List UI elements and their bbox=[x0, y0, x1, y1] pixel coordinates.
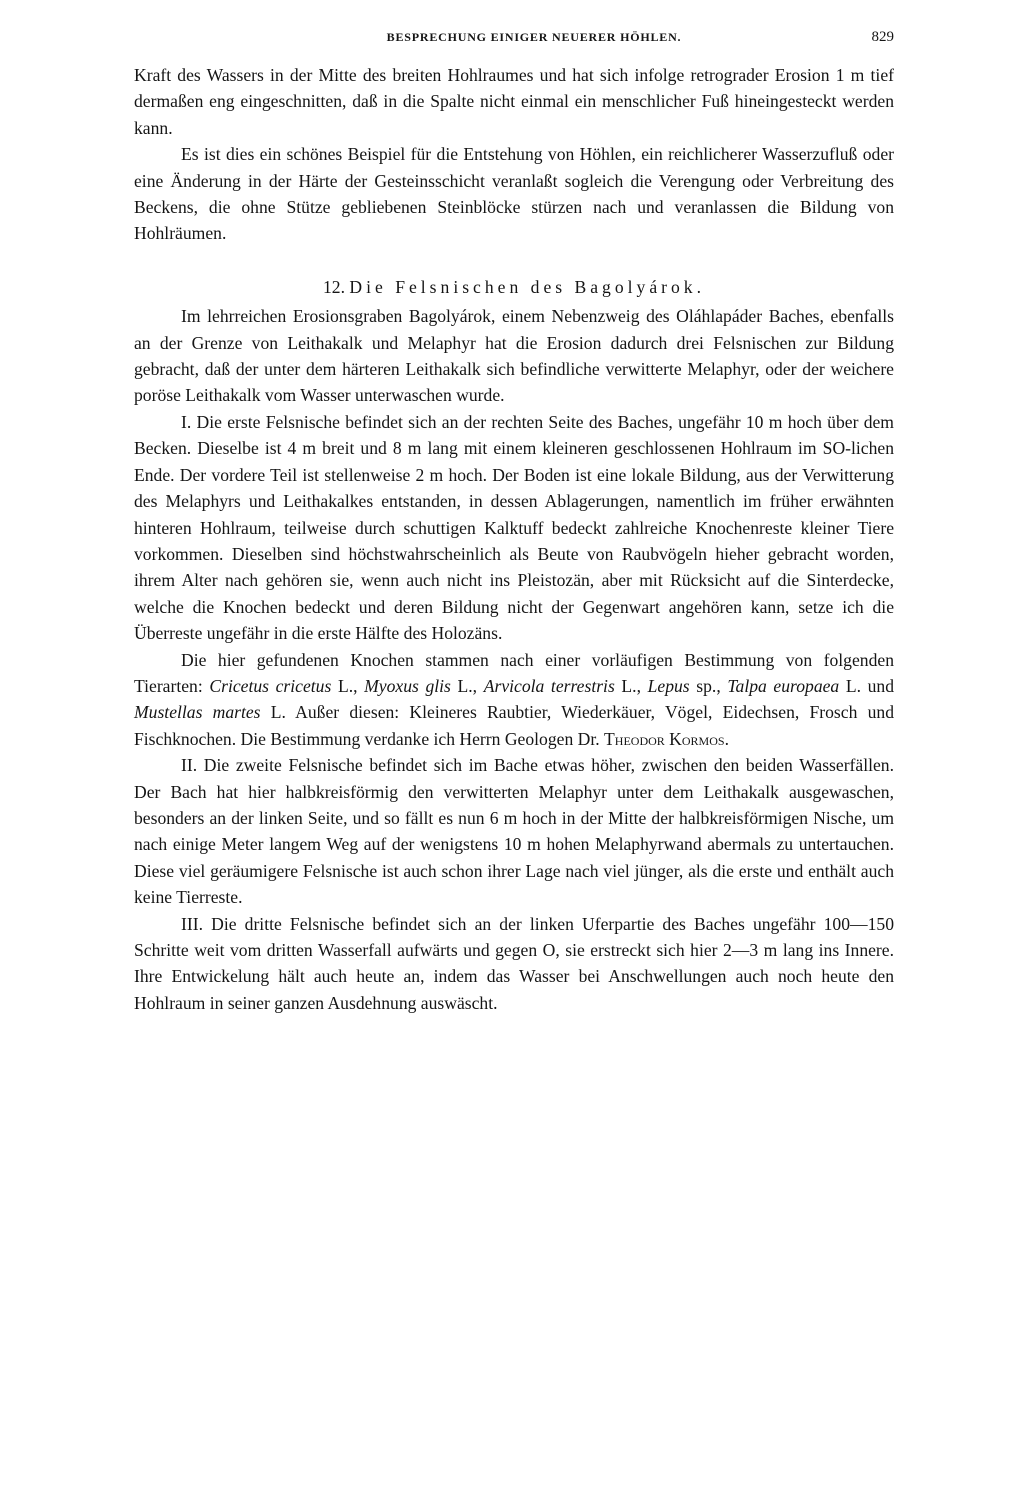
paragraph-species-list bbox=[134, 647, 894, 753]
section-heading bbox=[134, 274, 894, 300]
paragraph: III. Die dritte Felsnische befindet sich an der linken Uferpartie des Baches ungefähr 100—150 Schritte weit vom dritten Wasserfall aufwärts und gegen O, sie erstreckt sich hier 2—3 m lang ins Innere. Ihre Entwickelung hält auch heute an, indem das Wasser bei Anschwellungen auch noch heute den Hohlraum in seiner ganzen Ausdehnung auswäscht. bbox=[134, 913, 894, 1013]
paragraph: Im lehrreichen Erosionsgraben Bagolyárok, einem Nebenzweig des Oláhlapáder Baches, ebenfalls an der Grenze von Leithakalk und Melaphyr hat die Erosion dadurch drei Felsnischen zur Bildung gebracht, daß der unter dem härteren Leithakalk sich befindliche verwitterte Melaphyr, oder der weichere poröse Leithakalk vom Wasser unterwaschen wurde. bbox=[134, 306, 894, 406]
paragraph: Es ist dies ein schönes Beispiel für die Entstehung von Höhlen, ein reichlicherer Wasserzufluß oder eine Änderung in der Härte der Gesteinsschicht veranlaßt sogleich die Verengung oder Verbreitung des Beckens, die ohne Stütze gebliebenen Steinblöcke stürzen nach und veranlassen die Bildung von Hohlräumen. bbox=[134, 144, 894, 244]
species-name: Myoxus glis bbox=[364, 675, 451, 696]
page-number: 829 bbox=[871, 29, 894, 45]
document-page bbox=[134, 30, 894, 1016]
species-name: Arvicola terrestris bbox=[483, 675, 615, 696]
section-number: 12. bbox=[322, 276, 345, 297]
text-run: L. und bbox=[839, 675, 895, 696]
species-name: Mustellas martes bbox=[134, 702, 261, 723]
text-run: L. Außer diesen: Kleineres Raubtier, Wiederkäuer, Vögel, Eidechsen, Frosch und Fischknochen. Die Bestimmung verdanke ich Herrn Geologen Dr. bbox=[134, 702, 895, 749]
running-head: BESPRECHUNG EINIGER NEUERER HÖHLEN. bbox=[386, 30, 682, 44]
species-name: Lepus bbox=[647, 675, 690, 696]
species-name: Cricetus cricetus bbox=[209, 675, 332, 696]
text-run: L., bbox=[614, 675, 648, 696]
person-name: Theodor Kormos bbox=[604, 728, 725, 749]
text-run: L., bbox=[450, 675, 484, 696]
continuation-text bbox=[134, 62, 894, 247]
page-header bbox=[134, 30, 894, 52]
species-name: Talpa europaea bbox=[727, 675, 840, 696]
text-run: Die hier gefundenen Knochen stammen nach einer vorläufigen Bestimmung von folgenden Tierarten: bbox=[134, 649, 894, 696]
paragraph: Kraft des Wassers in der Mitte des breiten Hohlraumes und hat sich infolge retrograder Erosion 1 m tief dermaßen eng eingeschnitten, daß in die Spalte nicht einmal ein menschlicher Fuß hineingesteckt werden kann. bbox=[134, 65, 894, 138]
text-run: L., bbox=[331, 675, 365, 696]
paragraph: II. Die zweite Felsnische befindet sich im Bache etwas höher, zwischen den beiden Wasserfällen. Der Bach hat hier halbkreisförmig den verwitterten Melaphyr unter dem Leithakalk ausgewaschen, besonders an der linken Seite, und so fällt es nun 6 m hoch in der Mitte der halbkreisförmigen Nische, um nach einige Meter langem Weg auf der wenigstens 10 m hohen Melaphyrwand abermals zu untertauchen. Diese viel geräumigere Felsnische ist auch schon ihrer Lage nach viel jünger, als die erste und enthält auch keine Tierreste. bbox=[134, 755, 894, 908]
paragraph: I. Die erste Felsnische befindet sich an der rechten Seite des Baches, ungefähr 10 m hoch über dem Becken. Dieselbe ist 4 m breit und 8 m lang mit einem kleineren geschlossenen Hohlraum im SO-lichen Ende. Der vordere Teil ist stellenweise 2 m hoch. Der Boden ist eine lokale Bildung, aus der Verwitterung des Melaphyrs und Leithakalkes entstanden, in dessen Ablagerungen, namentlich im früher erwähnten hinteren Hohlraum, teilweise durch schuttigen Kalktuff bedeckt zahlreiche Knochenreste kleiner Tiere vorkommen. Dieselben sind höchstwahrscheinlich als Beute von Raubvögeln hieher gebracht worden, ihrem Alter nach gehören sie, wenn auch nicht ins Pleistozän, aber mit Rücksicht auf die Sinterdecke, welche die Knochen bedeckt und deren Bildung nicht der Gegenwart angehören kann, setze ich die Überreste ungefähr in die erste Hälfte des Holozäns. bbox=[134, 411, 894, 644]
text-run: . bbox=[724, 728, 729, 749]
section-body bbox=[134, 303, 894, 1016]
section-title: Die Felsnischen des Bagolyárok. bbox=[349, 276, 705, 297]
text-run: sp., bbox=[689, 675, 728, 696]
